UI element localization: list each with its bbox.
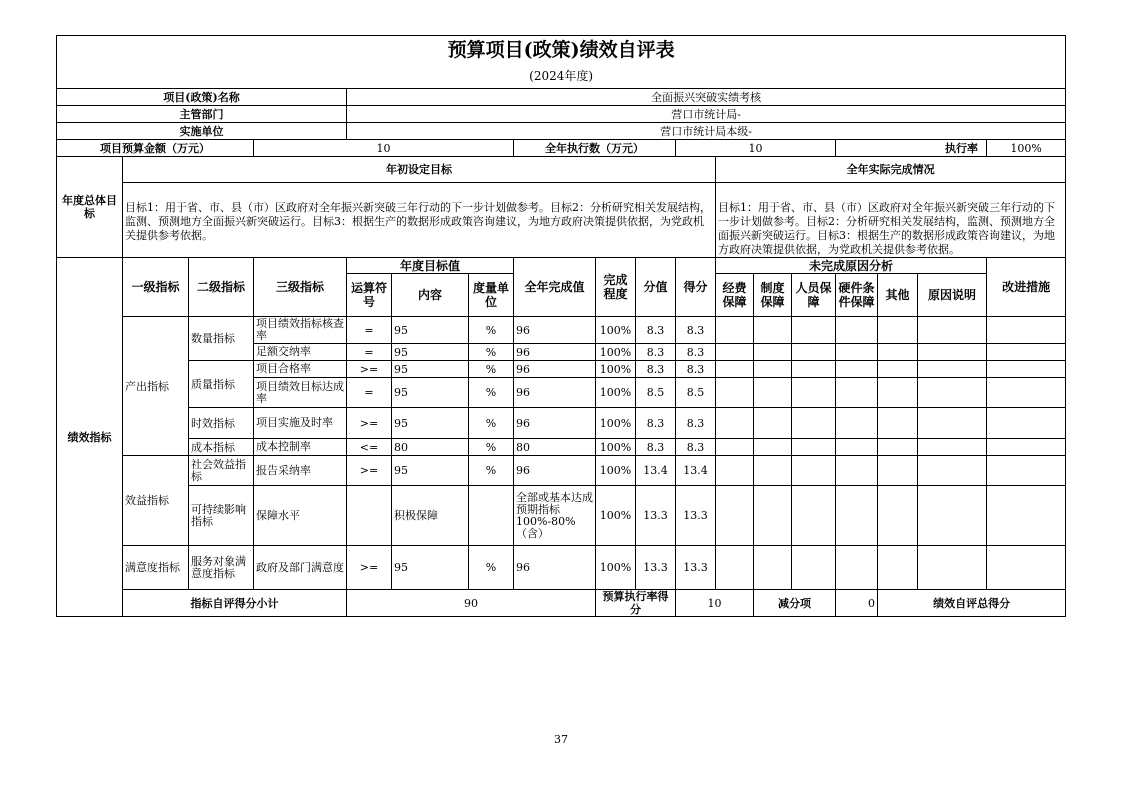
operator-cell	[347, 486, 392, 546]
annual-goal-label: 年度总体目标	[57, 157, 123, 258]
deduction-label: 减分项	[754, 590, 836, 617]
initial-goal-text: 目标1：用于省、市、县（市）区政府对全年振兴新突破三年行动的下一步计划做参考。目标2：分析研究相关发展结构，监测、预测地方全面振兴新突破运行。目标3：根据生产的数据形成政策咨询建议，为地方政府决策提供依据，为党政机关提供参考依据。	[123, 183, 716, 258]
completion-cell: 100%	[596, 378, 636, 408]
completion-cell: 100%	[596, 361, 636, 378]
col-reason-funding: 经费保障	[716, 274, 754, 317]
sub-time: 时效指标	[189, 408, 254, 439]
sub-sustain: 可持续影响指标	[189, 486, 254, 546]
table-row	[57, 456, 1066, 486]
table-row	[57, 317, 1066, 344]
score-cell: 13.4	[676, 456, 716, 486]
dept-value: 营口市统计局-	[347, 106, 1066, 123]
value-cell: 8.3	[636, 344, 676, 361]
unit-label: 实施单位	[57, 123, 347, 140]
content-cell: 95	[392, 344, 469, 361]
unit-cell: %	[469, 546, 514, 590]
sub-cost: 成本指标	[189, 439, 254, 456]
initial-goal-header: 年初设定目标	[123, 157, 716, 183]
value-cell: 13.3	[636, 546, 676, 590]
page-title: 预算项目(政策)绩效自评表	[57, 36, 1066, 66]
budget-score-value: 10	[676, 590, 754, 617]
executed-label: 全年执行数（万元）	[514, 140, 676, 157]
budget-label: 项目预算金额（万元）	[57, 140, 254, 157]
category-output: 产出指标	[123, 317, 189, 456]
content-cell: 95	[392, 546, 469, 590]
actual-cell: 96	[514, 408, 596, 439]
score-cell: 13.3	[676, 486, 716, 546]
completion-cell: 100%	[596, 408, 636, 439]
indicator-name: 政府及部门满意度	[254, 546, 347, 590]
unit-cell: %	[469, 317, 514, 344]
rate-value: 100%	[987, 140, 1066, 157]
content-cell: 80	[392, 439, 469, 456]
unit-cell	[469, 486, 514, 546]
col-level2: 二级指标	[189, 258, 254, 317]
completion-cell: 100%	[596, 456, 636, 486]
content-cell: 95	[392, 378, 469, 408]
table-row	[57, 486, 1066, 546]
project-name-label: 项目(政策)名称	[57, 89, 347, 106]
value-cell: 8.5	[636, 378, 676, 408]
actual-cell: 80	[514, 439, 596, 456]
indicator-name: 项目合格率	[254, 361, 347, 378]
unit-cell: %	[469, 378, 514, 408]
completion-cell: 100%	[596, 317, 636, 344]
value-cell: 8.3	[636, 317, 676, 344]
actual-completion-header: 全年实际完成情况	[716, 157, 1066, 183]
perf-section-label: 绩效指标	[57, 258, 123, 617]
completion-cell: 100%	[596, 546, 636, 590]
indicator-name: 项目实施及时率	[254, 408, 347, 439]
fiscal-year: (2024年度)	[57, 66, 1066, 89]
operator-cell: =	[347, 344, 392, 361]
score-cell: 8.3	[676, 439, 716, 456]
completion-cell: 100%	[596, 486, 636, 546]
executed-value: 10	[676, 140, 836, 157]
col-level3: 三级指标	[254, 258, 347, 317]
indicator-name: 项目绩效指标核查率	[254, 317, 347, 344]
operator-cell: =	[347, 378, 392, 408]
completion-cell: 100%	[596, 439, 636, 456]
unit-cell: %	[469, 344, 514, 361]
col-target-group: 年度目标值	[347, 258, 514, 274]
category-satisfaction: 满意度指标	[123, 546, 189, 590]
col-actual: 全年完成值	[514, 258, 596, 317]
sub-social: 社会效益指标	[189, 456, 254, 486]
actual-cell: 96	[514, 344, 596, 361]
col-unit: 度量单位	[469, 274, 514, 317]
evaluation-sheet	[56, 35, 1065, 639]
operator-cell: >=	[347, 408, 392, 439]
budget-score-label: 预算执行率得分	[596, 590, 676, 617]
indicator-name: 保障水平	[254, 486, 347, 546]
actual-completion-text: 目标1：用于省、市、县（市）区政府对全年振兴新突破三年行动的下一步计划做参考。目标2：分析研究相关发展结构，监测、预测地方全面振兴新突破运行。目标3：根据生产的数据形成政策咨询建议，为地方政府决策提供依据，为党政机关提供参考依据。	[716, 183, 1066, 258]
unit-cell: %	[469, 439, 514, 456]
indicator-name: 足额交纳率	[254, 344, 347, 361]
actual-cell: 96	[514, 456, 596, 486]
actual-cell: 全部或基本达成预期指标100%-80%（含）	[514, 486, 596, 546]
score-cell: 8.3	[676, 408, 716, 439]
value-cell: 13.4	[636, 456, 676, 486]
col-reason-note: 原因说明	[918, 274, 987, 317]
completion-cell: 100%	[596, 344, 636, 361]
score-cell: 13.3	[676, 546, 716, 590]
actual-cell: 96	[514, 546, 596, 590]
col-reason-staff: 人员保障	[792, 274, 836, 317]
score-cell: 8.3	[676, 344, 716, 361]
unit-cell: %	[469, 408, 514, 439]
table-row	[57, 361, 1066, 378]
actual-cell: 96	[514, 317, 596, 344]
subtotal-value: 90	[347, 590, 596, 617]
col-score: 得分	[676, 258, 716, 317]
operator-cell: >=	[347, 546, 392, 590]
content-cell: 95	[392, 317, 469, 344]
sub-quantity: 数量指标	[189, 317, 254, 361]
sub-service: 服务对象满意度指标	[189, 546, 254, 590]
operator-cell: >=	[347, 361, 392, 378]
content-cell: 积极保障	[392, 486, 469, 546]
actual-cell: 96	[514, 378, 596, 408]
sub-quality: 质量指标	[189, 361, 254, 408]
actual-cell: 96	[514, 361, 596, 378]
score-cell: 8.3	[676, 317, 716, 344]
col-content: 内容	[392, 274, 469, 317]
rate-label: 执行率	[836, 140, 987, 157]
content-cell: 95	[392, 408, 469, 439]
col-completion: 完成程度	[596, 258, 636, 317]
table-row	[57, 439, 1066, 456]
deduction-value: 0	[836, 590, 878, 617]
category-benefit: 效益指标	[123, 456, 189, 546]
col-reason-other: 其他	[878, 274, 918, 317]
col-reason-group: 未完成原因分析	[716, 258, 987, 274]
value-cell: 8.3	[636, 361, 676, 378]
unit-cell: %	[469, 361, 514, 378]
content-cell: 95	[392, 456, 469, 486]
unit-value: 营口市统计局本级-	[347, 123, 1066, 140]
value-cell: 8.3	[636, 408, 676, 439]
operator-cell: <=	[347, 439, 392, 456]
col-operator: 运算符号	[347, 274, 392, 317]
evaluation-table	[56, 35, 1066, 617]
indicator-name: 成本控制率	[254, 439, 347, 456]
col-reason-hardware: 硬件条件保障	[836, 274, 878, 317]
value-cell: 8.3	[636, 439, 676, 456]
dept-label: 主管部门	[57, 106, 347, 123]
unit-cell: %	[469, 456, 514, 486]
project-name-value: 全面振兴突破实绩考核	[347, 89, 1066, 106]
content-cell: 95	[392, 361, 469, 378]
score-cell: 8.5	[676, 378, 716, 408]
col-level1: 一级指标	[123, 258, 189, 317]
col-score-value: 分值	[636, 258, 676, 317]
indicator-name: 项目绩效目标达成率	[254, 378, 347, 408]
score-cell: 8.3	[676, 361, 716, 378]
budget-value: 10	[254, 140, 514, 157]
col-reason-system: 制度保障	[754, 274, 792, 317]
table-row	[57, 546, 1066, 590]
indicator-name: 报告采纳率	[254, 456, 347, 486]
col-improve: 改进措施	[987, 258, 1066, 317]
table-row	[57, 408, 1066, 439]
operator-cell: >=	[347, 456, 392, 486]
operator-cell: =	[347, 317, 392, 344]
subtotal-label: 指标自评得分小计	[123, 590, 347, 617]
total-label: 绩效自评总得分	[878, 590, 1066, 617]
value-cell: 13.3	[636, 486, 676, 546]
page-number: 37	[554, 733, 568, 746]
